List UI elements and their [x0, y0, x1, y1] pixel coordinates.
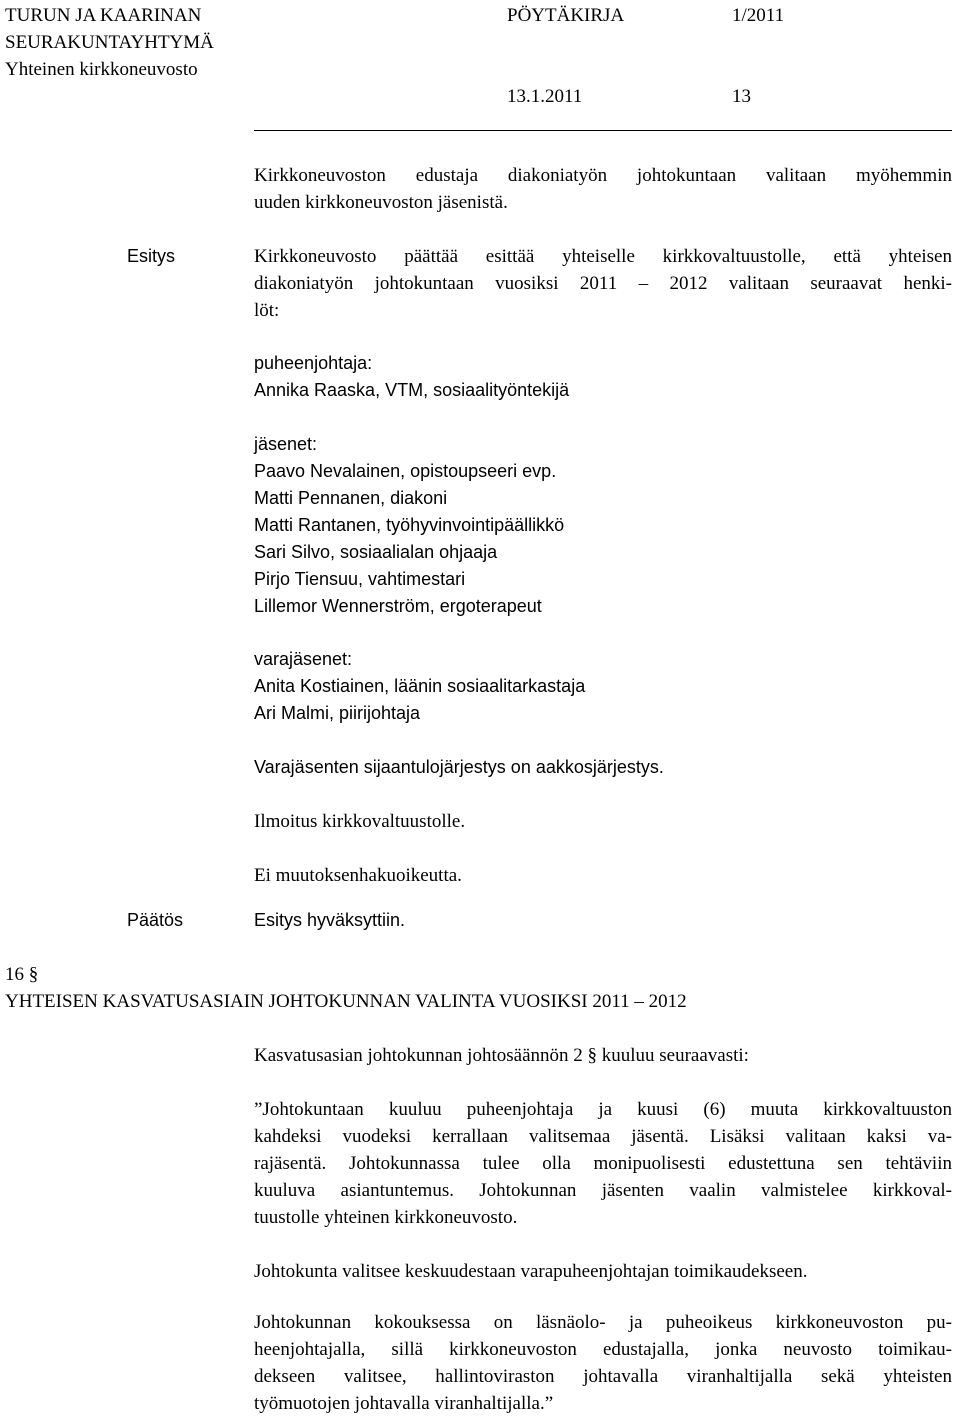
header-rule — [254, 130, 952, 131]
deputy-item: Ari Malmi, piirijohtaja — [254, 703, 421, 723]
member-item: Lillemor Wennerström, ergoterapeut — [254, 596, 542, 616]
quote-line: kahdeksi vuodeksi kerrallaan valitsemaa jäsentä. Lisäksi valitaan kaksi va- — [254, 1126, 952, 1147]
esitys-line3: löt: — [254, 300, 280, 321]
paatos-label: Päätös — [127, 910, 184, 930]
member-item: Pirjo Tiensuu, vahtimestari — [254, 569, 466, 589]
paatos-text: Esitys hyväksyttiin. — [254, 910, 406, 930]
intro-line2: uuden kirkkoneuvoston jäsenistä. — [254, 192, 508, 213]
no-appeal-text: Ei muutoksenhakuoikeutta. — [254, 865, 462, 886]
quote-line: ”Johtokuntaan kuuluu puheenjohtaja ja kuusi (6) muuta kirkkovaltuuston — [254, 1099, 952, 1120]
section-title: YHTEISEN KASVATUSASIAIN JOHTOKUNNAN VALINTA VUOSIKSI 2011 – 2012 — [5, 991, 687, 1012]
section-number: 16 § — [5, 964, 39, 985]
paragraph-line: heenjohtajalla, sillä kirkkoneuvoston edustajalla, jonka neuvosto toimikau- — [254, 1339, 952, 1360]
paragraph-line: Johtokunnan kokouksessa on läsnäolo- ja puheoikeus kirkkoneuvoston pu- — [254, 1312, 952, 1333]
member-item: Paavo Nevalainen, opistoupseeri evp. — [254, 461, 557, 481]
quote-line: kuuluva asiantuntemus. Johtokunnan jäsenten vaalin valmistelee kirkkoval- — [254, 1180, 952, 1201]
quote-line: tuustolle yhteinen kirkkoneuvosto. — [254, 1207, 518, 1228]
notice-text: Ilmoitus kirkkovaltuustolle. — [254, 811, 466, 832]
intro-line1: Kirkkoneuvoston edustaja diakoniatyön johtokuntaan valitaan myöhemmin — [254, 165, 952, 186]
org-name-line1: TURUN JA KAARINAN — [5, 5, 202, 26]
org-name-line2: SEURAKUNTAYHTYMÄ — [5, 32, 214, 53]
member-item: Matti Pennanen, diakoni — [254, 488, 448, 508]
paragraph-line: työmuotojen johtavalla viranhaltijalla.” — [254, 1393, 554, 1414]
document-number: 1/2011 — [732, 5, 785, 26]
member-item: Matti Rantanen, työhyvinvointipäällikkö — [254, 515, 565, 535]
esitys-line1: Kirkkoneuvosto päättää esittää yhteiselle kirkkovaltuustolle, että yhteisen — [254, 246, 952, 267]
paragraph-vice-chair: Johtokunta valitsee keskuudestaan varapuheenjohtajan toimikaudekseen. — [254, 1261, 808, 1282]
deputy-order-note: Varajäsenten sijaantulojärjestys on aakkosjärjestys. — [254, 757, 664, 777]
member-item: Sari Silvo, sosiaalialan ohjaaja — [254, 542, 498, 562]
paragraph-line: dekseen valitsee, hallintoviraston johtavalla viranhaltijalla sekä yhteisten — [254, 1366, 952, 1387]
esitys-line2: diakoniatyön johtokuntaan vuosiksi 2011 – 2012 valitaan seuraavat henki- — [254, 273, 952, 294]
org-name-line3: Yhteinen kirkkoneuvosto — [5, 59, 198, 80]
chair-name: Annika Raaska, VTM, sosiaalityöntekijä — [254, 380, 570, 400]
document-type: PÖYTÄKIRJA — [507, 5, 625, 26]
members-label: jäsenet: — [254, 434, 318, 454]
quote-line: rajäsentä. Johtokunnassa tulee olla monipuolisesti edustettuna sen tehtäviin — [254, 1153, 952, 1174]
meeting-date: 13.1.2011 — [507, 86, 583, 107]
deputy-item: Anita Kostiainen, läänin sosiaalitarkastaja — [254, 676, 586, 696]
deputies-label: varajäsenet: — [254, 649, 353, 669]
section-intro: Kasvatusasian johtokunnan johtosäännön 2 § kuuluu seuraavasti: — [254, 1045, 749, 1066]
esitys-label: Esitys — [127, 246, 176, 266]
page-number: 13 — [732, 86, 751, 107]
chair-label: puheenjohtaja: — [254, 353, 373, 373]
